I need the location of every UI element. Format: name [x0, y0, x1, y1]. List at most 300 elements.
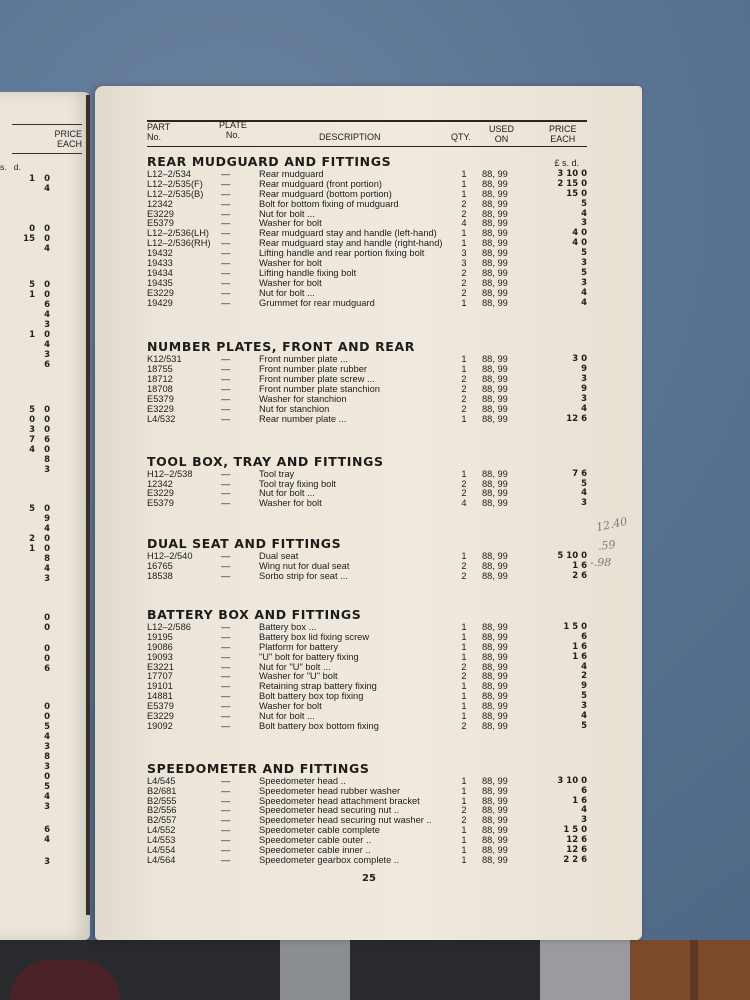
description: Front number plate screw ... — [259, 374, 375, 385]
left-price-row — [0, 623, 75, 633]
used-on: 88, 99 — [482, 651, 508, 662]
price-each: 5 10 0 — [557, 551, 587, 562]
plate-number: — — [221, 287, 231, 298]
price-each: 3 — [581, 815, 587, 826]
col-part — [147, 122, 170, 142]
quantity: 2 — [461, 571, 467, 582]
description: Nut for bolt ... — [259, 208, 315, 219]
col-price-line1: PRICE — [549, 124, 577, 134]
price-pence: 0 — [44, 415, 50, 425]
price-pence: 4 — [44, 732, 50, 742]
plate-number: — — [221, 198, 231, 209]
used-on: 88, 99 — [482, 805, 508, 816]
table-row — [147, 259, 587, 269]
handwritten-note: -.98 — [590, 556, 612, 569]
description: Rear mudguard stay and handle (right-hand) — [259, 238, 443, 249]
price-pence: 6 — [44, 360, 50, 370]
quantity: 1 — [461, 835, 467, 846]
col-price-line2: EACH — [550, 134, 576, 144]
price-shillings: 0 — [29, 224, 35, 234]
plate-number: — — [221, 354, 231, 365]
price-pence: 0 — [44, 504, 50, 514]
price-pence: 0 — [44, 234, 50, 244]
description: Bolt battery box bottom fixing — [259, 720, 379, 731]
price-each: 1 5 0 — [563, 621, 587, 632]
price-each: 9 — [581, 681, 587, 692]
price-pence: 0 — [44, 405, 50, 415]
used-on: 88, 99 — [482, 394, 508, 405]
used-on: 88, 99 — [482, 825, 508, 836]
description: Battery box lid fixing screw — [259, 631, 370, 642]
used-on: 88, 99 — [482, 561, 508, 572]
left-price-row — [0, 762, 75, 772]
price-each: 6 — [581, 785, 587, 796]
part-number: H12–2/540 — [147, 551, 193, 562]
price-each: 4 — [581, 403, 587, 414]
left-price-row — [0, 465, 75, 475]
plate-number: — — [221, 835, 231, 846]
used-on: 88, 99 — [482, 248, 508, 259]
price-shillings: 1 — [29, 544, 35, 554]
section-gap — [147, 509, 587, 535]
part-number: 17707 — [147, 671, 173, 682]
left-price-row — [0, 280, 75, 290]
plate-number: — — [221, 701, 231, 712]
plate-number: — — [221, 661, 231, 672]
part-number: L12–2/536(RH) — [147, 238, 211, 249]
price-pence: 3 — [44, 742, 50, 752]
price-each: 4 — [581, 661, 587, 672]
part-number: 19433 — [147, 258, 173, 269]
part-number: L4/564 — [147, 854, 176, 865]
price-shillings: 1 — [29, 330, 35, 340]
description: Speedometer cable complete — [259, 825, 380, 836]
price-pence: 6 — [44, 664, 50, 674]
table-row — [147, 552, 587, 562]
plate-number: — — [221, 671, 231, 682]
section-gap — [147, 425, 587, 453]
part-number: L12–2/535(F) — [147, 178, 203, 189]
left-price-row — [0, 300, 75, 310]
plate-number: — — [221, 297, 231, 308]
part-number: L4/545 — [147, 775, 176, 786]
plate-number: — — [221, 267, 231, 278]
quantity: 1 — [461, 621, 467, 632]
table-row — [147, 249, 587, 259]
used-on: 88, 99 — [482, 844, 508, 855]
used-on: 88, 99 — [482, 403, 508, 414]
description: Speedometer head securing nut washer .. — [259, 815, 432, 826]
price-shillings: 2 — [29, 534, 35, 544]
description: Lifting handle and rear portion fixing bolt — [259, 248, 425, 259]
price-each: 9 — [581, 384, 587, 395]
price-pence: 4 — [44, 835, 50, 845]
left-price-row — [0, 340, 75, 350]
left-price-row — [0, 184, 75, 194]
col-price — [549, 124, 577, 144]
price-pence: 9 — [44, 514, 50, 524]
table-row — [147, 415, 587, 425]
price-shillings: 0 — [29, 415, 35, 425]
quantity: 2 — [461, 561, 467, 572]
part-number: E3229 — [147, 403, 174, 414]
used-on: 88, 99 — [482, 498, 508, 509]
price-pence: 0 — [44, 445, 50, 455]
description: Wing nut for dual seat — [259, 561, 350, 572]
col-description: DESCRIPTION — [319, 132, 381, 142]
price-pence: 0 — [44, 613, 50, 623]
quantity: 3 — [461, 248, 467, 259]
page-number: 25 — [362, 873, 376, 884]
part-number: E5379 — [147, 218, 174, 229]
price-each: 4 — [581, 297, 587, 308]
used-on: 88, 99 — [482, 238, 508, 249]
plate-number: — — [221, 384, 231, 395]
price-pence: 4 — [44, 310, 50, 320]
used-on: 88, 99 — [482, 720, 508, 731]
part-number: E3229 — [147, 488, 174, 499]
table-row — [147, 499, 587, 509]
price-each: 3 — [581, 258, 587, 269]
quantity: 1 — [461, 551, 467, 562]
price-pence: 3 — [44, 802, 50, 812]
part-number: 19429 — [147, 297, 173, 308]
part-number: 19195 — [147, 631, 173, 642]
plate-number: — — [221, 413, 231, 424]
used-on: 88, 99 — [482, 671, 508, 682]
part-number: E3229 — [147, 208, 174, 219]
left-price-row — [0, 425, 75, 435]
plate-number: — — [221, 561, 231, 572]
unit-shillings: s. — [0, 162, 7, 172]
plate-number: — — [221, 844, 231, 855]
price-shillings: 1 — [29, 290, 35, 300]
price-pence: 5 — [44, 782, 50, 792]
quantity: 2 — [461, 394, 467, 405]
part-number: L12–2/586 — [147, 621, 191, 632]
description: Speedometer head securing nut .. — [259, 805, 400, 816]
table-row — [147, 562, 587, 572]
left-price-row — [0, 234, 75, 244]
left-price-row — [0, 702, 75, 712]
part-number: L4/552 — [147, 825, 176, 836]
quantity: 2 — [461, 815, 467, 826]
used-on: 88, 99 — [482, 478, 508, 489]
currency-units: £ s. d. — [554, 158, 579, 168]
price-pence: 0 — [44, 280, 50, 290]
left-price-row — [0, 435, 75, 445]
quantity: 2 — [461, 403, 467, 414]
part-number: 12342 — [147, 478, 173, 489]
quantity: 1 — [461, 297, 467, 308]
price-pence: 3 — [44, 762, 50, 772]
price-each: 5 — [581, 720, 587, 731]
left-price-row — [0, 174, 75, 184]
used-on: 88, 99 — [482, 854, 508, 865]
table-row — [147, 702, 587, 712]
used-on: 88, 99 — [482, 815, 508, 826]
plate-number: — — [221, 488, 231, 499]
price-each: 1 6 — [572, 641, 587, 652]
price-shillings: 4 — [29, 445, 35, 455]
section-gap — [147, 732, 587, 760]
quantity: 1 — [461, 710, 467, 721]
plate-number: — — [221, 825, 231, 836]
quantity: 1 — [461, 691, 467, 702]
quantity: 2 — [461, 488, 467, 499]
used-on: 88, 99 — [482, 621, 508, 632]
quantity: 1 — [461, 468, 467, 479]
price-pence: 3 — [44, 465, 50, 475]
left-price-row — [0, 360, 75, 370]
plate-number: — — [221, 854, 231, 865]
left-price-row — [0, 664, 75, 674]
price-each: 2 — [581, 671, 587, 682]
left-price-row — [0, 772, 75, 782]
price-pence: 0 — [44, 330, 50, 340]
price-each: 5 — [581, 691, 587, 702]
price-each: 9 — [581, 364, 587, 375]
quantity: 2 — [461, 671, 467, 682]
quantity: 2 — [461, 805, 467, 816]
table-row — [147, 663, 587, 673]
price-each: 5 — [581, 267, 587, 278]
section-title-text: NUMBER PLATES, FRONT AND REAR — [147, 339, 415, 355]
quantity: 1 — [461, 169, 467, 179]
quantity: 2 — [461, 720, 467, 731]
quantity: 1 — [461, 413, 467, 424]
plate-number: — — [221, 218, 231, 229]
left-page — [0, 92, 90, 940]
quantity: 1 — [461, 795, 467, 806]
description: Rear mudguard stay and handle (left-hand) — [259, 228, 437, 239]
description: Lifting handle fixing bolt — [259, 267, 357, 278]
quantity: 1 — [461, 854, 467, 865]
section-title — [147, 338, 587, 355]
used-on: 88, 99 — [482, 691, 508, 702]
plate-number: — — [221, 815, 231, 826]
left-price-row — [0, 310, 75, 320]
description: Sorbo strip for seat ... — [259, 571, 348, 582]
used-on: 88, 99 — [482, 297, 508, 308]
part-number: B2/555 — [147, 795, 177, 806]
section-title — [147, 153, 587, 170]
left-price-row — [0, 857, 75, 867]
description: Washer for bolt — [259, 258, 322, 269]
part-number: 18538 — [147, 571, 173, 582]
table-row — [147, 653, 587, 663]
price-pence: 4 — [44, 792, 50, 802]
left-price-row — [0, 802, 75, 812]
part-number: H12–2/538 — [147, 468, 193, 479]
part-number: 18755 — [147, 364, 173, 375]
description: Speedometer cable inner .. — [259, 844, 371, 855]
price-shillings: 7 — [29, 435, 35, 445]
price-pence: 0 — [44, 290, 50, 300]
price-each: 3 0 — [572, 354, 587, 365]
price-each: 1 6 — [572, 795, 587, 806]
description: Nut for bolt ... — [259, 287, 315, 298]
left-price-row — [0, 224, 75, 234]
description: Speedometer head rubber washer — [259, 785, 401, 796]
plate-number: — — [221, 248, 231, 259]
used-on: 88, 99 — [482, 364, 508, 375]
plate-number: — — [221, 208, 231, 219]
table-row — [147, 856, 587, 866]
description: Rear number plate ... — [259, 413, 347, 424]
plate-number: — — [221, 178, 231, 189]
table-row — [147, 633, 587, 643]
plate-number: — — [221, 394, 231, 405]
description: Speedometer head attachment bracket — [259, 795, 420, 806]
section-title-text: SPEEDOMETER AND FITTINGS — [147, 760, 370, 776]
background-object — [280, 940, 350, 1000]
price-pence: 3 — [44, 350, 50, 360]
unit-pence: d. — [13, 162, 21, 172]
plate-number: — — [221, 681, 231, 692]
price-each: 4 — [581, 710, 587, 721]
left-price-row — [0, 320, 75, 330]
price-pence: 6 — [44, 300, 50, 310]
description: Washer for bolt — [259, 277, 322, 288]
price-pence: 0 — [44, 544, 50, 554]
part-number: 18712 — [147, 374, 173, 385]
left-price-row — [0, 534, 75, 544]
price-pence: 0 — [44, 425, 50, 435]
parts-list — [147, 120, 587, 866]
price-pence: 0 — [44, 623, 50, 633]
price-each: 1 6 — [572, 561, 587, 572]
plate-number: — — [221, 228, 231, 239]
price-pence: 4 — [44, 244, 50, 254]
price-pence: 0 — [44, 654, 50, 664]
plate-number: — — [221, 169, 231, 179]
table-row — [147, 299, 587, 309]
used-on: 88, 99 — [482, 228, 508, 239]
section-title — [147, 453, 587, 470]
left-price-row — [0, 782, 75, 792]
col-part-line2: No. — [147, 132, 162, 142]
table-row — [147, 269, 587, 279]
price-each: 4 — [581, 208, 587, 219]
quantity: 1 — [461, 178, 467, 189]
part-number: E5379 — [147, 394, 174, 405]
price-each: 3 — [581, 701, 587, 712]
left-price-row — [0, 455, 75, 465]
used-on: 88, 99 — [482, 374, 508, 385]
plate-number: — — [221, 364, 231, 375]
price-pence: 6 — [44, 825, 50, 835]
price-pence: 8 — [44, 554, 50, 564]
price-each: 4 — [581, 488, 587, 499]
used-on: 88, 99 — [482, 354, 508, 365]
price-pence: 5 — [44, 722, 50, 732]
price-shillings: 5 — [29, 405, 35, 415]
description: Washer for bolt — [259, 701, 322, 712]
price-pence: 0 — [44, 702, 50, 712]
part-number: 19086 — [147, 641, 173, 652]
used-on: 88, 99 — [482, 267, 508, 278]
price-pence: 4 — [44, 524, 50, 534]
part-number: 14881 — [147, 691, 173, 702]
quantity: 1 — [461, 651, 467, 662]
used-on: 88, 99 — [482, 208, 508, 219]
price-each: 1 6 — [572, 651, 587, 662]
part-number: L4/532 — [147, 413, 176, 424]
quantity: 1 — [461, 354, 467, 365]
part-number: B2/556 — [147, 805, 177, 816]
description: Nut for "U" bolt ... — [259, 661, 331, 672]
left-price-row — [0, 514, 75, 524]
table-row — [147, 210, 587, 220]
part-number: L4/554 — [147, 844, 176, 855]
table-row — [147, 395, 587, 405]
quantity: 1 — [461, 364, 467, 375]
section-title — [147, 535, 587, 552]
part-number: E3229 — [147, 710, 174, 721]
price-each: 12 6 — [566, 844, 587, 855]
quantity: 1 — [461, 631, 467, 642]
description: Tool tray — [259, 468, 295, 479]
plate-number: — — [221, 403, 231, 414]
col-plate-line2: No. — [225, 130, 240, 140]
plate-number: — — [221, 720, 231, 731]
used-on: 88, 99 — [482, 795, 508, 806]
quantity: 1 — [461, 238, 467, 249]
plate-number: — — [221, 374, 231, 385]
col-used-line2: ON — [494, 134, 509, 144]
description: Tool tray fixing bolt — [259, 478, 336, 489]
quantity: 4 — [461, 218, 467, 229]
table-row — [147, 470, 587, 480]
quantity: 1 — [461, 228, 467, 239]
table-row — [147, 489, 587, 499]
handwritten-note: .59 — [597, 538, 617, 553]
price-pence: 0 — [44, 644, 50, 654]
used-on: 88, 99 — [482, 701, 508, 712]
used-on: 88, 99 — [482, 218, 508, 229]
used-on: 88, 99 — [482, 198, 508, 209]
quantity: 1 — [461, 825, 467, 836]
price-each: 4 0 — [572, 238, 587, 249]
table-row — [147, 355, 587, 365]
quantity: 2 — [461, 661, 467, 672]
left-price-row — [0, 554, 75, 564]
part-number: 19101 — [147, 681, 173, 692]
plate-number: — — [221, 238, 231, 249]
part-number: L12–2/534 — [147, 169, 191, 179]
price-each: 5 — [581, 248, 587, 259]
description: Bolt battery box top fixing — [259, 691, 364, 702]
used-on: 88, 99 — [482, 488, 508, 499]
part-number: 19092 — [147, 720, 173, 731]
used-on: 88, 99 — [482, 835, 508, 846]
price-each: 3 10 0 — [557, 775, 587, 786]
description: "U" bolt for battery fixing — [259, 651, 359, 662]
background-object — [10, 960, 120, 1000]
left-price-row — [0, 644, 75, 654]
plate-number: — — [221, 188, 231, 199]
left-price-row — [0, 564, 75, 574]
quantity: 1 — [461, 681, 467, 692]
quantity: 2 — [461, 277, 467, 288]
plate-number: — — [221, 551, 231, 562]
plate-number: — — [221, 571, 231, 582]
col-plate-line1: PLATE — [219, 120, 247, 130]
left-price-row — [0, 544, 75, 554]
description: Bolt for bottom fixing of mudguard — [259, 198, 399, 209]
price-shillings: 5 — [29, 280, 35, 290]
